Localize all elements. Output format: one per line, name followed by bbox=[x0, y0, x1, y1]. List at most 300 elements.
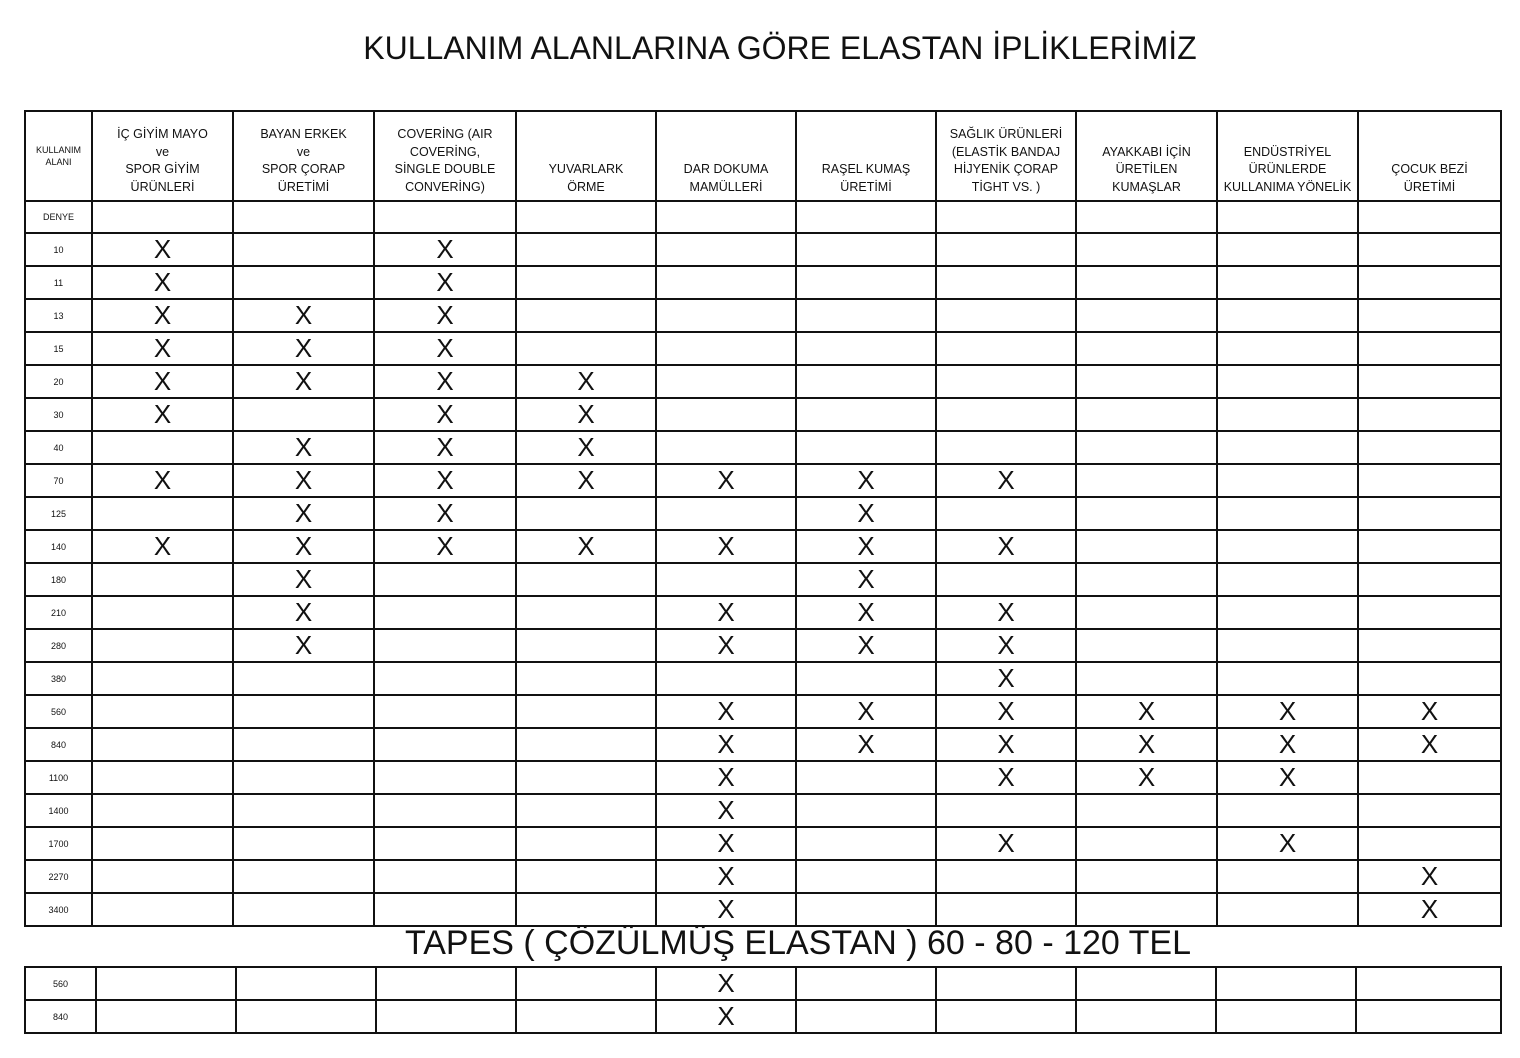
cell bbox=[92, 761, 233, 794]
check-mark: X bbox=[294, 300, 313, 330]
table-row bbox=[25, 497, 1501, 530]
table-row bbox=[25, 233, 1501, 266]
check-mark: X bbox=[857, 696, 875, 726]
cell bbox=[233, 299, 374, 332]
check-mark: X bbox=[436, 234, 454, 264]
denye-value: 10 bbox=[25, 233, 92, 266]
cell bbox=[936, 464, 1076, 497]
table-row bbox=[25, 266, 1501, 299]
cell bbox=[1076, 893, 1217, 926]
cell bbox=[936, 893, 1076, 926]
empty-cell bbox=[233, 201, 374, 233]
column-header: ÇOCUK BEZİ ÜRETİMİ bbox=[1358, 111, 1501, 201]
check-mark: X bbox=[857, 531, 875, 561]
cell bbox=[936, 332, 1076, 365]
cell bbox=[516, 761, 656, 794]
cell bbox=[374, 398, 516, 431]
denye-value: 180 bbox=[25, 563, 92, 596]
denye-value: 70 bbox=[25, 464, 92, 497]
cell bbox=[656, 1000, 796, 1033]
cell bbox=[1358, 761, 1501, 794]
cell bbox=[233, 860, 374, 893]
cell bbox=[1358, 464, 1501, 497]
check-mark: X bbox=[294, 564, 313, 594]
cell bbox=[1076, 794, 1217, 827]
table-row bbox=[25, 1000, 1501, 1033]
cell bbox=[1217, 497, 1358, 530]
cell bbox=[1076, 530, 1217, 563]
cell bbox=[92, 860, 233, 893]
denye-value: 380 bbox=[25, 662, 92, 695]
cell bbox=[656, 728, 796, 761]
cell bbox=[374, 893, 516, 926]
cell bbox=[1358, 530, 1501, 563]
cell bbox=[1217, 695, 1358, 728]
column-header: RAŞEL KUMAŞ ÜRETİMİ bbox=[796, 111, 936, 201]
empty-cell bbox=[374, 201, 516, 233]
cell bbox=[1076, 967, 1216, 1000]
cell bbox=[516, 967, 656, 1000]
cell bbox=[936, 365, 1076, 398]
cell bbox=[374, 662, 516, 695]
denye-value: 210 bbox=[25, 596, 92, 629]
cell bbox=[1356, 1000, 1501, 1033]
cell bbox=[936, 761, 1076, 794]
column-header: BAYAN ERKEK ve SPOR ÇORAP ÜRETİMİ bbox=[233, 111, 374, 201]
table-row bbox=[25, 464, 1501, 497]
cell bbox=[1076, 497, 1217, 530]
check-mark: X bbox=[717, 630, 735, 660]
cell bbox=[374, 464, 516, 497]
cell bbox=[516, 464, 656, 497]
cell bbox=[1358, 695, 1501, 728]
check-mark: X bbox=[717, 828, 735, 858]
table-row bbox=[25, 332, 1501, 365]
cell bbox=[936, 398, 1076, 431]
cell bbox=[1076, 431, 1217, 464]
check-mark: X bbox=[717, 762, 735, 792]
cell bbox=[656, 695, 796, 728]
check-mark: X bbox=[577, 432, 595, 462]
check-mark: X bbox=[857, 729, 875, 759]
cell bbox=[936, 629, 1076, 662]
cell bbox=[656, 332, 796, 365]
cell bbox=[516, 530, 656, 563]
check-mark: X bbox=[857, 465, 875, 495]
cell bbox=[936, 794, 1076, 827]
column-header: COVERİNG (AIR COVERİNG, SİNGLE DOUBLE CONVERİNG) bbox=[374, 111, 516, 201]
cell bbox=[233, 761, 374, 794]
cell bbox=[796, 860, 936, 893]
check-mark: X bbox=[1137, 762, 1156, 792]
cell bbox=[936, 967, 1076, 1000]
check-mark: X bbox=[153, 333, 172, 363]
check-mark: X bbox=[153, 267, 172, 297]
cell bbox=[1358, 266, 1501, 299]
table-row bbox=[25, 794, 1501, 827]
cell bbox=[1076, 332, 1217, 365]
cell bbox=[233, 332, 374, 365]
cell bbox=[516, 596, 656, 629]
denye-value: 1700 bbox=[25, 827, 92, 860]
cell bbox=[516, 629, 656, 662]
cell bbox=[1076, 695, 1217, 728]
cell bbox=[1358, 332, 1501, 365]
cell bbox=[796, 827, 936, 860]
empty-cell bbox=[1076, 201, 1217, 233]
cell bbox=[656, 596, 796, 629]
check-mark: X bbox=[997, 531, 1015, 561]
cell bbox=[376, 1000, 516, 1033]
check-mark: X bbox=[294, 465, 313, 495]
check-mark: X bbox=[1137, 729, 1156, 759]
cell bbox=[656, 893, 796, 926]
cell bbox=[1358, 431, 1501, 464]
denye-value: 11 bbox=[25, 266, 92, 299]
cell bbox=[656, 662, 796, 695]
table-row bbox=[25, 365, 1501, 398]
check-mark: X bbox=[294, 333, 313, 363]
tapes-title: TAPES ( ÇÖZÜLMÜŞ ELASTAN ) 60 - 80 - 120 TEL bbox=[404, 924, 1192, 962]
cell bbox=[233, 893, 374, 926]
cell bbox=[92, 794, 233, 827]
check-mark: X bbox=[1420, 729, 1439, 759]
cell bbox=[796, 431, 936, 464]
cell bbox=[1358, 893, 1501, 926]
cell bbox=[936, 860, 1076, 893]
cell bbox=[936, 233, 1076, 266]
cell bbox=[656, 464, 796, 497]
check-mark: X bbox=[436, 465, 454, 495]
cell bbox=[233, 365, 374, 398]
cell bbox=[233, 794, 374, 827]
cell bbox=[516, 332, 656, 365]
cell bbox=[516, 1000, 656, 1033]
check-mark: X bbox=[1420, 696, 1439, 726]
cell bbox=[516, 662, 656, 695]
denye-value: 2270 bbox=[25, 860, 92, 893]
cell bbox=[936, 1000, 1076, 1033]
cell bbox=[796, 563, 936, 596]
cell bbox=[233, 233, 374, 266]
cell bbox=[516, 794, 656, 827]
cell bbox=[936, 827, 1076, 860]
check-mark: X bbox=[577, 465, 595, 495]
cell bbox=[1358, 563, 1501, 596]
cell bbox=[936, 266, 1076, 299]
cell bbox=[796, 695, 936, 728]
cell bbox=[92, 563, 233, 596]
cell bbox=[1358, 662, 1501, 695]
cell bbox=[796, 332, 936, 365]
cell bbox=[1216, 1000, 1356, 1033]
denye-value: 13 bbox=[25, 299, 92, 332]
cell bbox=[374, 728, 516, 761]
check-mark: X bbox=[997, 597, 1015, 627]
check-mark: X bbox=[717, 597, 735, 627]
cell bbox=[1358, 629, 1501, 662]
cell bbox=[516, 398, 656, 431]
table-row bbox=[25, 893, 1501, 926]
cell bbox=[1076, 761, 1217, 794]
cell bbox=[1356, 967, 1501, 1000]
cell bbox=[796, 398, 936, 431]
cell bbox=[656, 827, 796, 860]
check-mark: X bbox=[717, 696, 735, 726]
cell bbox=[516, 299, 656, 332]
check-mark: X bbox=[153, 399, 172, 429]
check-mark: X bbox=[717, 729, 735, 759]
denye-value: 20 bbox=[25, 365, 92, 398]
table-row bbox=[25, 761, 1501, 794]
empty-cell bbox=[516, 201, 656, 233]
cell bbox=[796, 967, 936, 1000]
cell bbox=[1076, 398, 1217, 431]
cell bbox=[92, 827, 233, 860]
check-mark: X bbox=[1420, 861, 1439, 891]
header-row bbox=[25, 111, 1501, 201]
cell bbox=[92, 893, 233, 926]
denye-value: 30 bbox=[25, 398, 92, 431]
cell bbox=[1076, 299, 1217, 332]
table-row bbox=[25, 860, 1501, 893]
denye-row bbox=[25, 201, 1501, 233]
table-row bbox=[25, 398, 1501, 431]
cell bbox=[656, 761, 796, 794]
cell bbox=[1217, 530, 1358, 563]
cell bbox=[233, 497, 374, 530]
denye-value: 15 bbox=[25, 332, 92, 365]
check-mark: X bbox=[717, 1001, 735, 1031]
cell bbox=[233, 662, 374, 695]
usage-table bbox=[24, 110, 1502, 927]
cell bbox=[92, 233, 233, 266]
cell bbox=[92, 662, 233, 695]
cell bbox=[374, 794, 516, 827]
cell bbox=[656, 431, 796, 464]
page-title: KULLANIM ALANLARINA GÖRE ELASTAN İPLİKLERİMİZ bbox=[363, 30, 1197, 66]
cell bbox=[233, 596, 374, 629]
cell bbox=[1358, 860, 1501, 893]
cell bbox=[796, 662, 936, 695]
check-mark: X bbox=[577, 531, 595, 561]
cell bbox=[936, 695, 1076, 728]
check-mark: X bbox=[857, 630, 875, 660]
check-mark: X bbox=[717, 894, 735, 924]
cell bbox=[796, 464, 936, 497]
check-mark: X bbox=[153, 531, 172, 561]
column-header: ENDÜSTRİYEL ÜRÜNLERDE KULLANIMA YÖNELİK bbox=[1217, 111, 1358, 201]
cell bbox=[516, 365, 656, 398]
cell bbox=[516, 695, 656, 728]
cell bbox=[1217, 794, 1358, 827]
cell bbox=[936, 299, 1076, 332]
cell bbox=[96, 967, 236, 1000]
check-mark: X bbox=[294, 366, 313, 396]
cell bbox=[656, 233, 796, 266]
table-row bbox=[25, 596, 1501, 629]
check-mark: X bbox=[436, 399, 454, 429]
check-mark: X bbox=[294, 498, 313, 528]
table-row bbox=[25, 431, 1501, 464]
empty-cell bbox=[1217, 201, 1358, 233]
check-mark: X bbox=[577, 366, 595, 396]
check-mark: X bbox=[857, 498, 875, 528]
check-mark: X bbox=[1137, 696, 1156, 726]
cell bbox=[936, 497, 1076, 530]
cell bbox=[233, 431, 374, 464]
cell bbox=[1217, 365, 1358, 398]
cell bbox=[1358, 365, 1501, 398]
cell bbox=[796, 530, 936, 563]
denye-value: 125 bbox=[25, 497, 92, 530]
cell bbox=[1076, 365, 1217, 398]
cell bbox=[374, 233, 516, 266]
empty-cell bbox=[796, 201, 936, 233]
cell bbox=[374, 629, 516, 662]
cell bbox=[516, 827, 656, 860]
cell bbox=[1358, 497, 1501, 530]
cell bbox=[656, 365, 796, 398]
cell bbox=[516, 563, 656, 596]
table-row bbox=[25, 728, 1501, 761]
cell bbox=[1076, 1000, 1216, 1033]
cell bbox=[656, 967, 796, 1000]
cell bbox=[796, 497, 936, 530]
cell bbox=[233, 266, 374, 299]
check-mark: X bbox=[153, 465, 172, 495]
cell bbox=[374, 497, 516, 530]
cell bbox=[1217, 266, 1358, 299]
denye-value: 1100 bbox=[25, 761, 92, 794]
cell bbox=[796, 596, 936, 629]
cell bbox=[1076, 662, 1217, 695]
cell bbox=[516, 728, 656, 761]
cell bbox=[92, 596, 233, 629]
check-mark: X bbox=[717, 465, 735, 495]
cell bbox=[1217, 431, 1358, 464]
empty-cell bbox=[92, 201, 233, 233]
cell bbox=[1076, 596, 1217, 629]
cell bbox=[92, 398, 233, 431]
cell bbox=[233, 827, 374, 860]
cell bbox=[1217, 860, 1358, 893]
cell bbox=[1358, 398, 1501, 431]
cell bbox=[796, 761, 936, 794]
cell bbox=[1076, 860, 1217, 893]
cell bbox=[374, 431, 516, 464]
corner-label: KULLANIM ALANI bbox=[25, 111, 92, 201]
table-row bbox=[25, 662, 1501, 695]
cell bbox=[236, 1000, 376, 1033]
cell bbox=[656, 530, 796, 563]
cell bbox=[1076, 233, 1217, 266]
cell bbox=[92, 629, 233, 662]
cell bbox=[374, 563, 516, 596]
cell bbox=[374, 266, 516, 299]
cell bbox=[376, 967, 516, 1000]
cell bbox=[796, 794, 936, 827]
cell bbox=[936, 431, 1076, 464]
cell bbox=[236, 967, 376, 1000]
denye-value: 280 bbox=[25, 629, 92, 662]
denye-value: 560 bbox=[25, 967, 96, 1000]
table-row bbox=[25, 299, 1501, 332]
column-header: AYAKKABI İÇİN ÜRETİLEN KUMAŞLAR bbox=[1076, 111, 1217, 201]
cell bbox=[1358, 728, 1501, 761]
check-mark: X bbox=[997, 762, 1015, 792]
check-mark: X bbox=[1278, 696, 1297, 726]
denye-value: 840 bbox=[25, 1000, 96, 1033]
cell bbox=[796, 299, 936, 332]
check-mark: X bbox=[153, 300, 172, 330]
check-mark: X bbox=[997, 696, 1015, 726]
cell bbox=[374, 827, 516, 860]
cell bbox=[516, 233, 656, 266]
column-header: İÇ GİYİM MAYO ve SPOR GİYİM ÜRÜNLERİ bbox=[92, 111, 233, 201]
column-header: SAĞLIK ÜRÜNLERİ (ELASTİK BANDAJ HİJYENİK ÇORAP TİGHT VS. ) bbox=[936, 111, 1076, 201]
check-mark: X bbox=[1278, 762, 1297, 792]
denye-value: 40 bbox=[25, 431, 92, 464]
cell bbox=[656, 266, 796, 299]
cell bbox=[656, 398, 796, 431]
check-mark: X bbox=[1278, 729, 1297, 759]
check-mark: X bbox=[857, 564, 875, 594]
cell bbox=[1216, 967, 1356, 1000]
cell bbox=[1217, 893, 1358, 926]
check-mark: X bbox=[717, 531, 735, 561]
cell bbox=[1076, 266, 1217, 299]
cell bbox=[374, 530, 516, 563]
cell bbox=[656, 563, 796, 596]
cell bbox=[374, 365, 516, 398]
cell bbox=[796, 893, 936, 926]
cell bbox=[1076, 464, 1217, 497]
check-mark: X bbox=[717, 795, 735, 825]
cell bbox=[374, 695, 516, 728]
cell bbox=[1358, 299, 1501, 332]
cell bbox=[1217, 299, 1358, 332]
cell bbox=[96, 1000, 236, 1033]
check-mark: X bbox=[436, 531, 454, 561]
cell bbox=[1217, 662, 1358, 695]
denye-label: DENYE bbox=[25, 201, 92, 233]
check-mark: X bbox=[1278, 828, 1297, 858]
cell bbox=[796, 266, 936, 299]
check-mark: X bbox=[436, 498, 454, 528]
check-mark: X bbox=[997, 465, 1015, 495]
cell bbox=[796, 629, 936, 662]
cell bbox=[1358, 233, 1501, 266]
check-mark: X bbox=[294, 630, 313, 660]
check-mark: X bbox=[294, 432, 313, 462]
cell bbox=[92, 728, 233, 761]
cell bbox=[656, 860, 796, 893]
cell bbox=[92, 464, 233, 497]
tapes-table bbox=[24, 966, 1502, 1034]
cell bbox=[516, 266, 656, 299]
cell bbox=[1076, 629, 1217, 662]
cell bbox=[233, 563, 374, 596]
column-header: YUVARLARK ÖRME bbox=[516, 111, 656, 201]
cell bbox=[936, 563, 1076, 596]
cell bbox=[233, 464, 374, 497]
cell bbox=[656, 794, 796, 827]
cell bbox=[656, 299, 796, 332]
check-mark: X bbox=[436, 432, 454, 462]
cell bbox=[374, 332, 516, 365]
check-mark: X bbox=[436, 366, 454, 396]
